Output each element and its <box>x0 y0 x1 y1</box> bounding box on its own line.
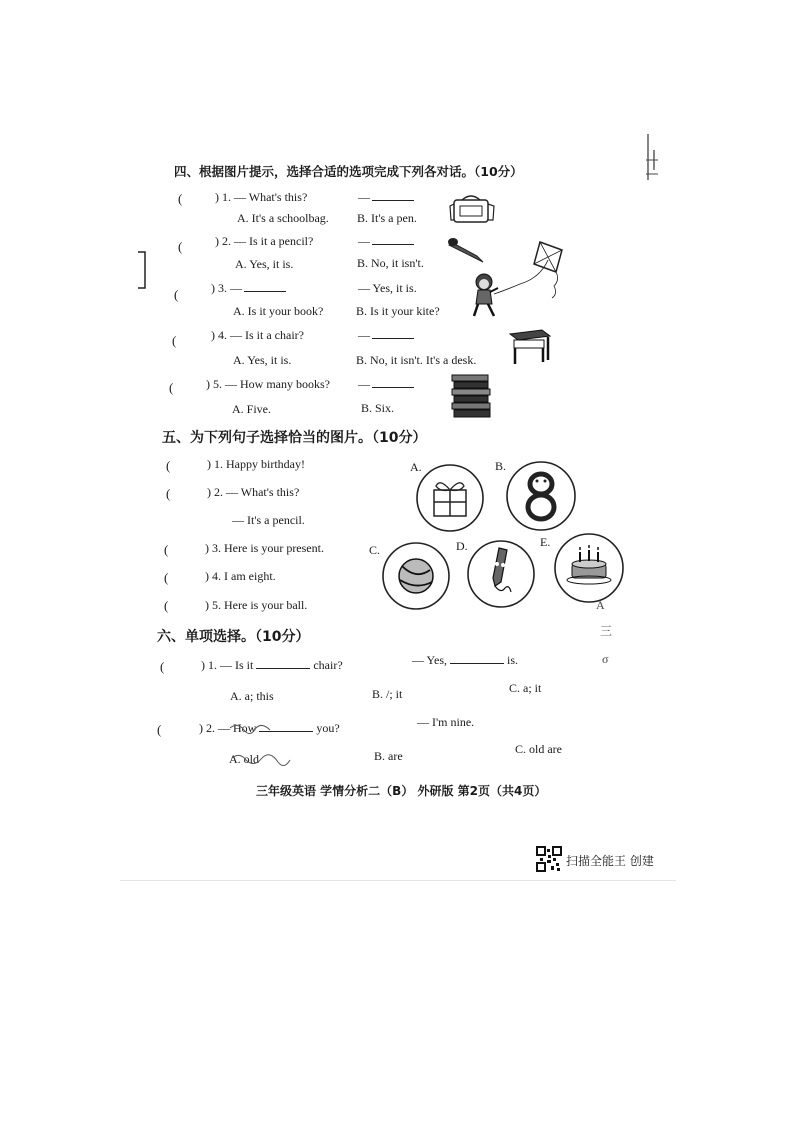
s5-q2: ) 2. — What's this? <box>207 485 300 499</box>
s4-q1-option-b[interactable]: B. It's a pen. <box>357 211 417 225</box>
pencil-character-icon[interactable] <box>465 538 537 610</box>
margin-mark-2: 三 <box>600 624 613 638</box>
boy-flying-kite-icon <box>470 272 502 320</box>
s4-q2-option-b[interactable]: B. No, it isn't. <box>357 256 424 270</box>
s6-q2-option-c[interactable]: C. old are <box>515 742 562 756</box>
s6-q1[interactable]: ) 1. — Is it chair? <box>201 658 343 672</box>
picture-label-e: E. <box>540 535 551 549</box>
s5-q1: ) 1. Happy birthday! <box>207 457 305 471</box>
birthday-cake-icon[interactable] <box>552 532 626 604</box>
section5-title: 五、为下列句子选择恰当的图片。（10分） <box>162 430 427 446</box>
answer-paren: ( <box>160 659 165 674</box>
answer-paren: ( <box>166 458 171 473</box>
s4-q5: ) 5. — How many books? <box>206 377 330 391</box>
s4-q1-answer-blank[interactable]: — <box>358 190 414 205</box>
s4-q3-option-b[interactable]: B. Is it your kite? <box>356 304 440 318</box>
s4-q5-answer-blank[interactable]: — <box>358 377 414 392</box>
margin-mark-1: A <box>596 598 605 612</box>
present-icon[interactable] <box>414 462 486 534</box>
page-footer: 三年级英语 学情分析二（B） 外研版 第2页（共4页） <box>256 784 547 798</box>
s6-q2-option-a[interactable]: A. old <box>229 752 259 766</box>
answer-paren: ( <box>178 239 183 254</box>
answer-paren: ( <box>164 542 169 557</box>
answer-paren: ( <box>164 598 169 613</box>
picture-label-a: A. <box>410 460 422 474</box>
scanner-brand: 扫描全能王 创建 <box>566 854 654 868</box>
s4-q5-option-a[interactable]: A. Five. <box>232 402 271 416</box>
s6-q2[interactable]: ) 2. — How you? <box>199 721 340 735</box>
s4-q4-option-a[interactable]: A. Yes, it is. <box>233 353 292 367</box>
s4-q2-option-a[interactable]: A. Yes, it is. <box>235 257 294 271</box>
s4-q2: ) 2. — Is it a pencil? <box>215 234 314 248</box>
books-icon <box>450 373 494 419</box>
right-edge-marks <box>644 130 660 190</box>
s4-q3-response: — Yes, it is. <box>358 281 417 295</box>
s4-q1-option-a[interactable]: A. It's a schoolbag. <box>237 211 329 225</box>
s6-q1-response[interactable]: — Yes, is. <box>412 653 519 667</box>
s6-q1-option-a[interactable]: A. a; this <box>230 689 274 703</box>
qr-code-icon <box>536 846 562 872</box>
s5-q3: ) 3. Here is your present. <box>205 541 324 555</box>
s6-q2-option-b[interactable]: B. are <box>374 749 403 763</box>
answer-paren: ( <box>157 722 162 737</box>
answer-paren: ( <box>166 486 171 501</box>
answer-paren: ( <box>178 191 183 206</box>
ball-icon[interactable] <box>380 540 452 612</box>
s4-q3-option-a[interactable]: A. Is it your book? <box>233 304 324 318</box>
handwriting-scribble <box>226 718 296 776</box>
s5-q5: ) 5. Here is your ball. <box>205 598 308 612</box>
s4-q1: ) 1. — What's this? <box>215 190 308 204</box>
s6-q1-option-b[interactable]: B. /; it <box>372 687 403 701</box>
s6-q1-option-c[interactable]: C. a; it <box>509 681 542 695</box>
s5-q4: ) 4. I am eight. <box>205 569 276 583</box>
picture-label-d: D. <box>456 539 468 553</box>
margin-mark-3: σ <box>602 652 609 666</box>
picture-label-b: B. <box>495 459 507 473</box>
s4-q2-answer-blank[interactable]: — <box>358 234 414 249</box>
bottom-divider <box>120 880 676 881</box>
answer-paren: ( <box>169 380 174 395</box>
desk-icon <box>508 326 552 366</box>
s4-q4-option-b[interactable]: B. No, it isn't. It's a desk. <box>356 353 477 367</box>
s4-q5-option-b[interactable]: B. Six. <box>361 401 395 415</box>
picture-label-c: C. <box>369 543 381 557</box>
section4-title: 四、根据图片提示，选择合适的选项完成下列各对话。（10分） <box>174 164 523 179</box>
answer-paren: ( <box>174 287 179 302</box>
s5-q2-line2: — It's a pencil. <box>232 513 305 527</box>
s4-q4: ) 4. — Is it a chair? <box>211 328 304 342</box>
s4-q3[interactable]: ) 3. — <box>211 281 286 296</box>
s4-q4-answer-blank[interactable]: — <box>358 328 414 343</box>
number-eight-icon[interactable] <box>504 460 578 532</box>
section6-title: 六、单项选择。（10分） <box>157 629 310 645</box>
schoolbag-icon <box>448 192 496 226</box>
answer-paren: ( <box>164 570 169 585</box>
left-bracket-mark <box>136 250 148 290</box>
s6-q2-response: — I'm nine. <box>417 715 475 729</box>
answer-paren: ( <box>172 333 177 348</box>
